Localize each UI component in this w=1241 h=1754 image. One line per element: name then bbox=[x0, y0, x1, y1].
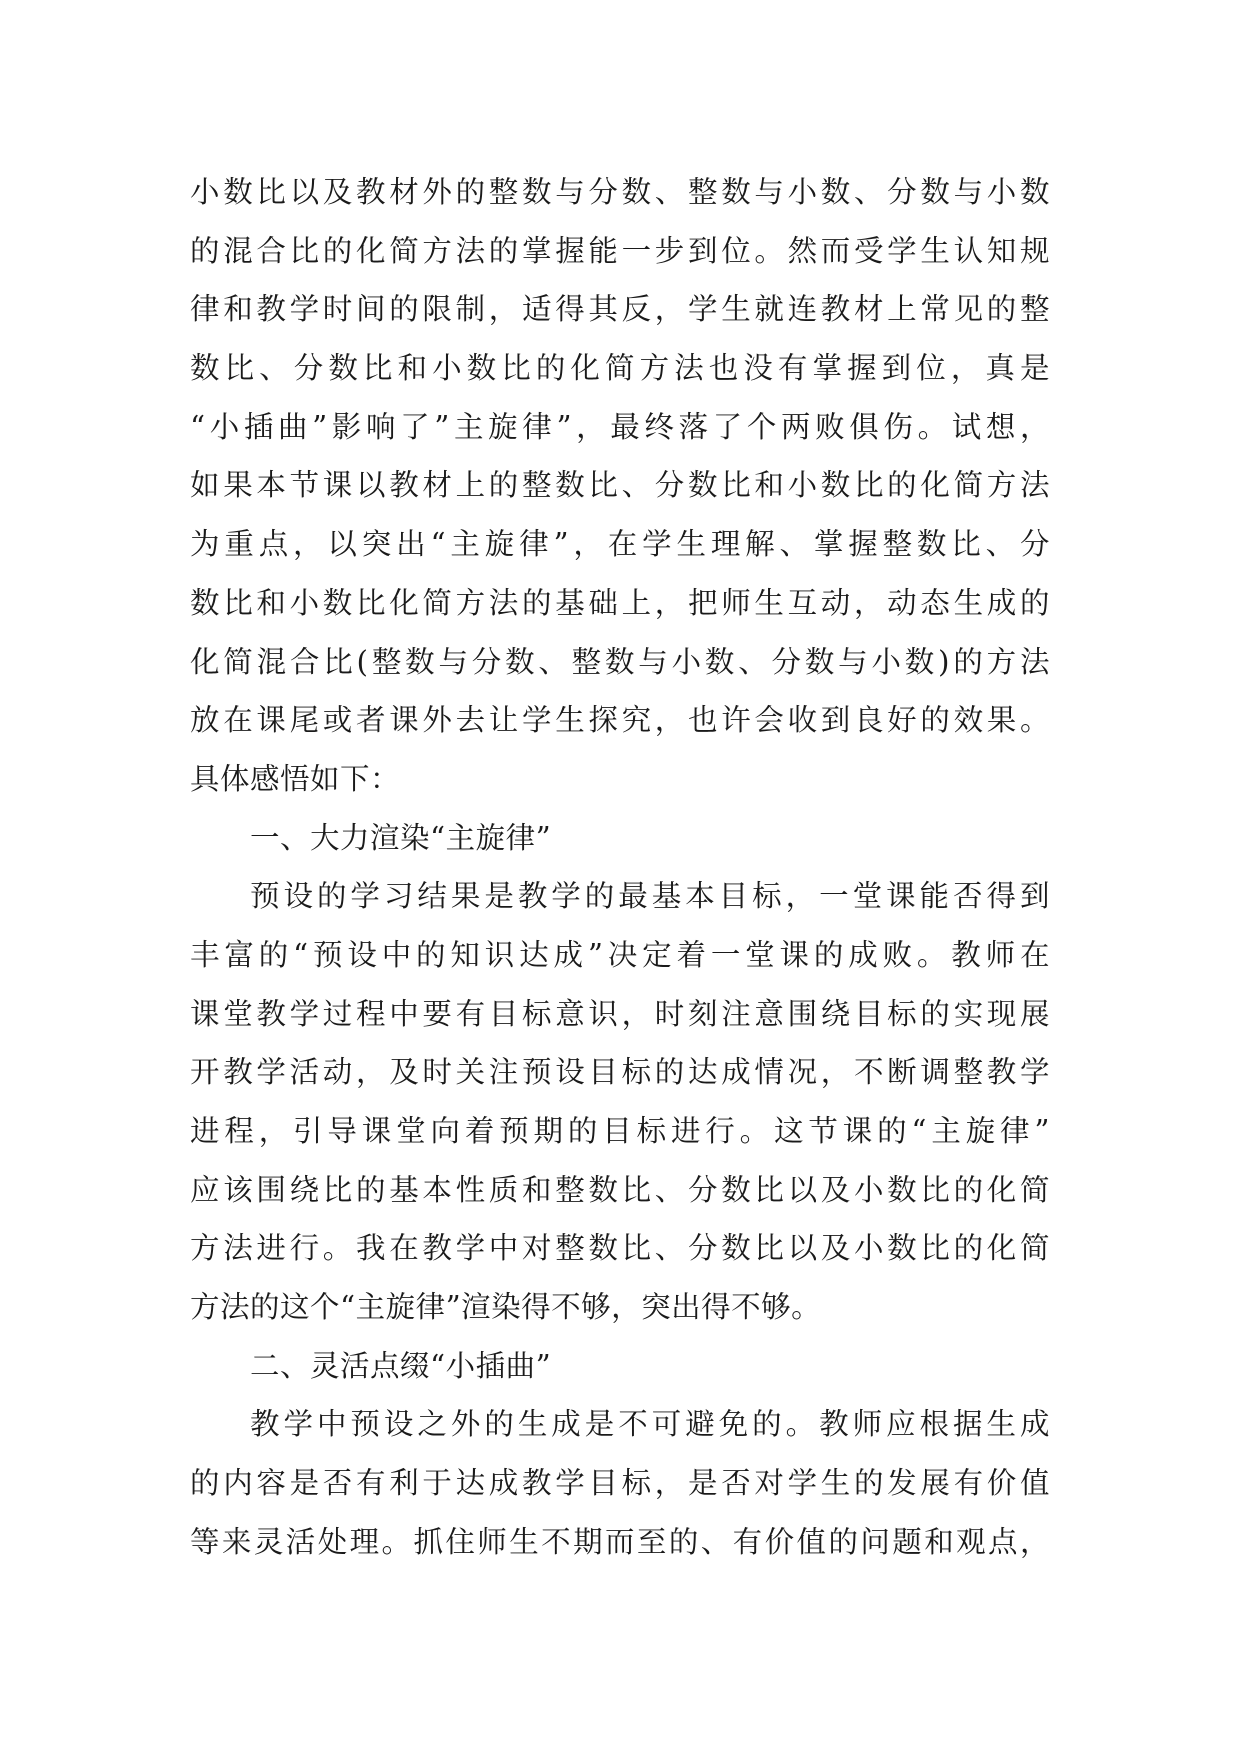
paragraph-end-line: 方法的这个“主旋律”渲染得不够，突出得不够。 bbox=[190, 1290, 822, 1325]
body-text bbox=[190, 163, 1050, 1572]
text-line: 小数比以及教材外的整数与分数、整数与小数、分数与小数 bbox=[190, 175, 1050, 209]
text-line: 课堂教学过程中要有目标意识，时刻注意围绕目标的实现展 bbox=[190, 996, 1050, 1031]
text-line: 丰富的“预设中的知识达成”决定着一堂课的成败。教师在 bbox=[190, 937, 1050, 972]
text-line: 的混合比的化简方法的掌握能一步到位。然而受学生认知规 bbox=[190, 233, 1050, 268]
text-line: 应该围绕比的基本性质和整数比、分数比以及小数比的化简 bbox=[190, 1172, 1050, 1207]
text-line: 如果本节课以教材上的整数比、分数比和小数比的化简方法 bbox=[190, 468, 1050, 503]
section-heading: 二、灵活点缀“小插曲” bbox=[250, 1348, 552, 1383]
text-line: 数比、分数比和小数比的化简方法也没有掌握到位，真是 bbox=[190, 351, 1050, 386]
text-line: 等来灵活处理。抓住师生不期而至的、有价值的问题和观点， bbox=[190, 1524, 1050, 1559]
text-line: 放在课尾或者课外去让学生探究，也许会收到良好的效果。 bbox=[190, 703, 1050, 738]
text-line: “小插曲”影响了”主旋律”，最终落了个两败俱伤。试想， bbox=[190, 409, 1050, 444]
text-line: 律和教学时间的限制，适得其反，学生就连教材上常见的整 bbox=[190, 292, 1050, 327]
text-line: 开教学活动，及时关注预设目标的达成情况，不断调整教学 bbox=[190, 1055, 1050, 1090]
text-line: 数比和小数比化简方法的基础上，把师生互动，动态生成的 bbox=[190, 585, 1050, 620]
text-line: 为重点，以突出“主旋律”，在学生理解、掌握整数比、分 bbox=[190, 527, 1050, 562]
section-heading: 一、大力渲染“主旋律” bbox=[250, 820, 552, 855]
paragraph-first-line: 预设的学习结果是教学的最基本目标，一堂课能否得到 bbox=[250, 879, 1050, 914]
paragraph-end-line: 具体感悟如下： bbox=[190, 761, 401, 796]
text-line: 方法进行。我在教学中对整数比、分数比以及小数比的化简 bbox=[190, 1231, 1050, 1266]
text-line: 进程，引导课堂向着预期的目标进行。这节课的“主旋律” bbox=[190, 1114, 1050, 1148]
text-line: 的内容是否有利于达成教学目标，是否对学生的发展有价值 bbox=[190, 1466, 1050, 1501]
text-line: 化简混合比(整数与分数、整数与小数、分数与小数)的方法 bbox=[190, 644, 1050, 679]
paragraph-first-line: 教学中预设之外的生成是不可避免的。教师应根据生成 bbox=[250, 1407, 1050, 1442]
